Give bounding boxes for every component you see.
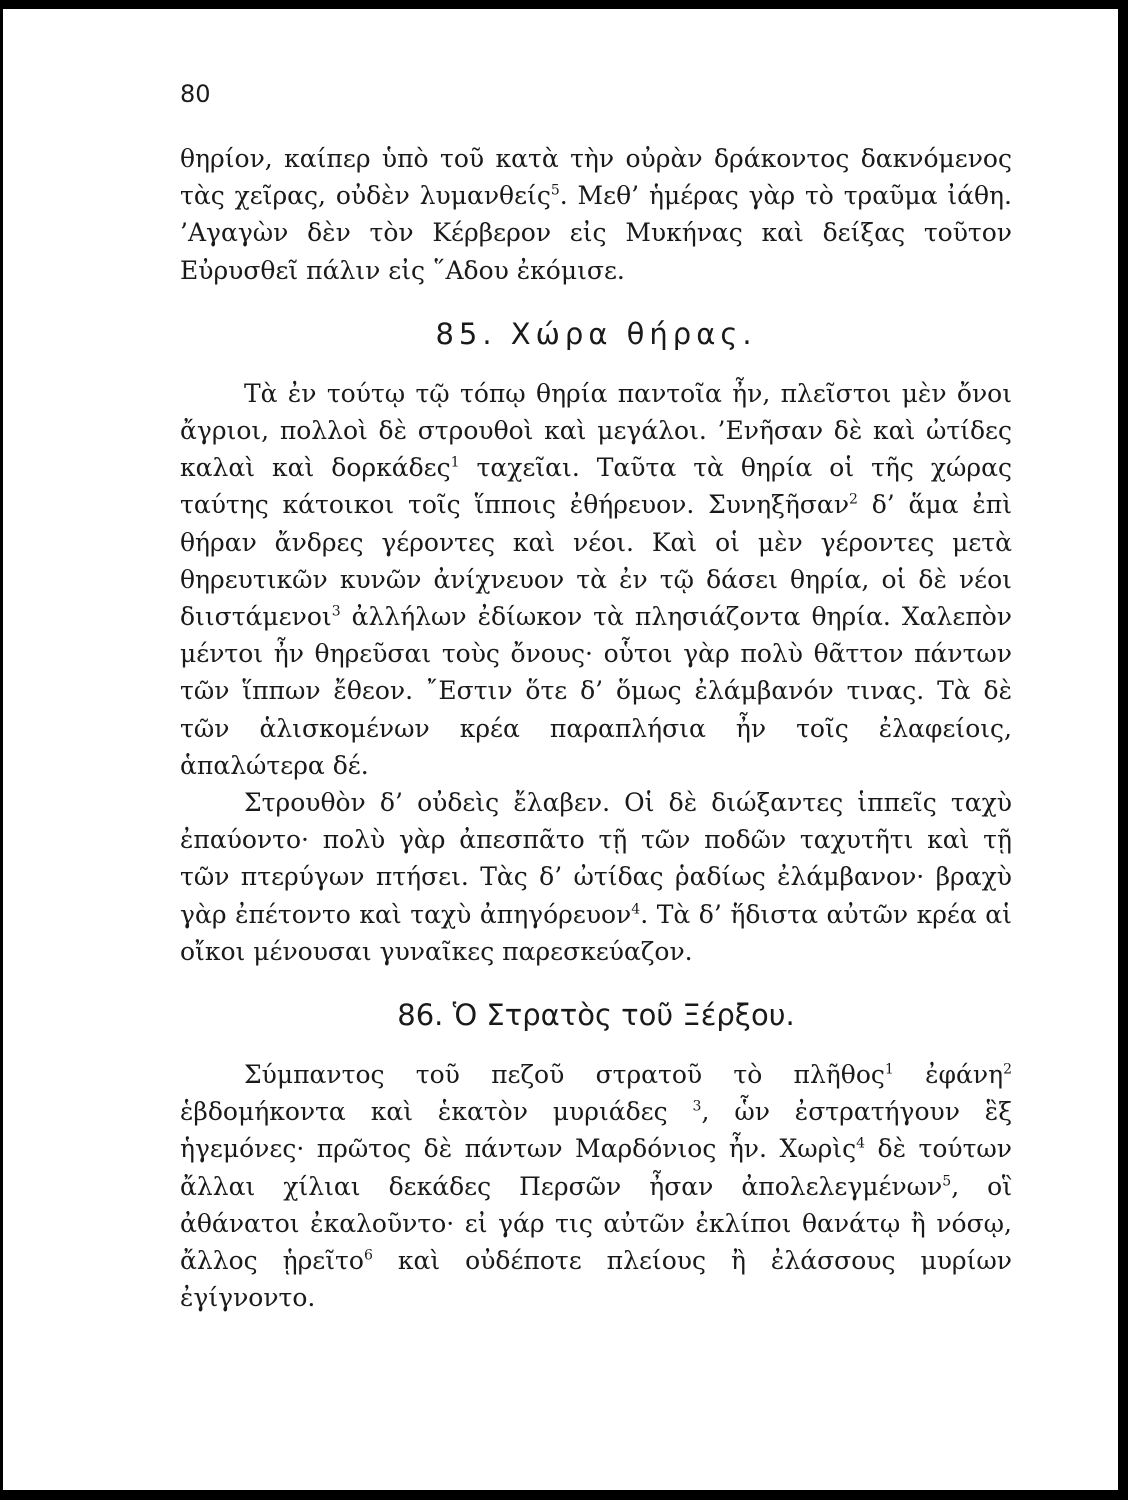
page-number: 80: [180, 80, 211, 108]
text-run: ἐφάνη: [893, 1060, 1004, 1090]
opening-paragraph: [180, 140, 1012, 289]
text-run: δὲ τούτων ἄλλαι χίλιαι δεκάδες Περσῶν ἦσαν ἀπολελεγμένων: [180, 1134, 1012, 1201]
footnote-marker: 4: [856, 1136, 866, 1153]
footnote-marker: 2: [1003, 1061, 1012, 1078]
text-run: ἀλλήλων ἐδίωκον τὰ πλησιάζοντα θηρία. Χαλεπὸν μέντοι ἦν θηρεῦσαι τοὺς ὄνους· οὗτοι γὰρ πολὺ θᾶττον πάντων τῶν ἵππων ἔθεον. ῎Εστιν ὅτε δ’ ὅμως ἐλάμβανόν τινας. Τὰ δὲ τῶν ἁλισκομένων κρέα παραπλήσια ἦν τοῖς ἐλαφείοις, ἁπαλώτερα δέ.: [180, 602, 1012, 780]
footnote-marker: 1: [450, 454, 460, 471]
text-run: καὶ οὐδέποτε πλείους ἢ ἐλάσσους μυρίων ἐγίγνοντο.: [180, 1246, 1012, 1313]
text-run: , ὧν ἐστρατήγουν ἓξ ἡγεμόνες· πρῶτος δὲ πάντων Μαρδόνιος ἦν. Χωρὶς: [180, 1097, 1012, 1164]
text-run: . Τὰ δ’ ἥδιστα αὐτῶν κρέα αἱ οἴκοι μένουσαι γυναῖκες παρεσκεύαζον.: [180, 899, 1012, 966]
footnote-marker: 5: [942, 1173, 952, 1190]
footnote-marker: 2: [849, 492, 858, 509]
text-run: Τὰ ἐν τούτῳ τῷ τόπῳ θηρία παντοῖα ἦν, πλεῖστοι μὲν ὄνοι ἄγριοι, πολλοὶ δὲ στρουθοὶ καὶ μεγάλοι. ’Ενῆσαν δὲ καὶ ὠτίδες καλαὶ καὶ δορκάδες: [180, 378, 1012, 483]
section-85-paragraph-1: [180, 375, 1012, 784]
text-run: ταχεῖαι. Ταῦτα τὰ θηρία οἱ τῆς χώρας ταύτης κάτοικοι τοῖς ἵπποις ἐθήρευον. Συνηξῆσαν: [180, 453, 1012, 520]
text-run: ἑβδομήκοντα καὶ ἑκατὸν μυριάδες: [180, 1097, 693, 1127]
footnote-marker: 5: [550, 182, 560, 199]
section-heading-85: 85. Χώρα θήρας.: [435, 316, 757, 351]
text-run: . Μεθ’ ἡμέρας γὰρ τὸ τραῦμα ἰάθη. ’Αγαγὼν δὲν τὸν Κέρβερον εἰς Μυκήνας καὶ δείξας τοῦτον Εὐρυσθεῖ πάλιν εἰς ῞Αδου ἐκόμισε.: [180, 181, 1012, 285]
footnote-marker: 3: [692, 1098, 702, 1115]
footnote-marker: 1: [884, 1061, 894, 1078]
section-heading-86: 86. Ὁ Στρατὸς τοῦ Ξέρξου.: [397, 998, 795, 1033]
text-run: δ’ ἅμα ἐπὶ θήραν ἄνδρες γέροντες καὶ νέοι. Καὶ οἱ μὲν γέροντες μετὰ θηρευτικῶν κυνῶν ἀνίχνευον τὰ ἐν τῷ δάσει θηρία, οἱ δὲ νέοι διιστάμενοι: [180, 490, 1013, 632]
footnote-marker: 6: [363, 1247, 373, 1264]
footnote-marker: 3: [331, 603, 341, 620]
book-page: [180, 80, 1012, 1316]
text-run: Στρουθὸν δ’ οὐδεὶς ἔλαβεν. Οἱ δὲ διώξαντες ἱππεῖς ταχὺ ἐπαύοντο· πολὺ γὰρ ἀπεσπᾶτο τῇ τῶν ποδῶν ταχυτῆτι καὶ τῇ τῶν πτερύγων πτήσει. Τὰς δ’ ὠτίδας ῥαδίως ἐλάμβανον· βραχὺ γὰρ ἐπέτοντο καὶ ταχὺ ἀπηγόρευον: [180, 788, 1012, 929]
footnote-marker: 4: [631, 901, 641, 918]
section-85-paragraph-2: [180, 784, 1012, 970]
text-run: Σύμπαντος τοῦ πεζοῦ στρατοῦ τὸ πλῆθος: [244, 1060, 885, 1090]
text-run: , οἳ ἀθάνατοι ἐκαλοῦντο· εἰ γάρ τις αὐτῶν ἐκλίποι θανάτῳ ἢ νόσῳ, ἄλλος ᾑρεῖτο: [180, 1171, 1013, 1276]
text-run: θηρίον, καίπερ ὑπὸ τοῦ κατὰ τὴν οὐρὰν δράκοντος δακνόμενος τὰς χεῖρας, οὐδὲν λυμανθείς: [180, 144, 1012, 211]
section-86-paragraph-1: [180, 1056, 1012, 1316]
